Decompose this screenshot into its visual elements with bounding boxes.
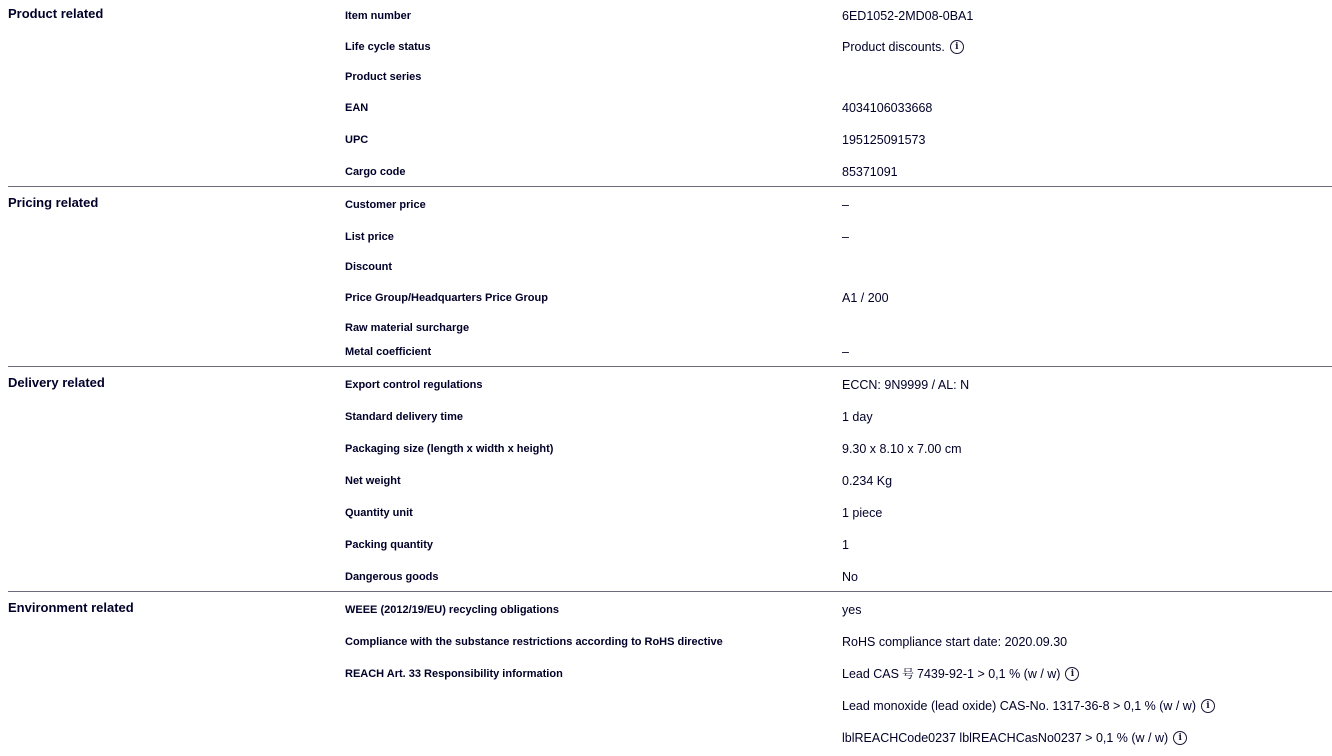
row-value bbox=[842, 537, 849, 553]
section-title: Product related bbox=[8, 6, 104, 21]
table-row bbox=[0, 439, 1332, 459]
row-label: Packaging size (length x width x height) bbox=[345, 443, 554, 455]
value-text: Lead monoxide (lead oxide) CAS-No. 1317-36-8 > 0,1 % (w / w) bbox=[842, 699, 1196, 713]
section-title: Environment related bbox=[8, 600, 134, 615]
value-text: No bbox=[842, 570, 858, 584]
value-text: 0.234 Kg bbox=[842, 474, 893, 488]
table-row bbox=[0, 162, 1332, 182]
table-row bbox=[0, 375, 1332, 395]
row-value bbox=[842, 8, 973, 24]
section-divider bbox=[8, 591, 1332, 592]
value-text: A1 / 200 bbox=[842, 291, 889, 305]
table-row bbox=[0, 6, 1332, 26]
table-row bbox=[0, 288, 1332, 308]
section-title: Pricing related bbox=[8, 195, 99, 210]
value-text: 9.30 x 8.10 x 7.00 cm bbox=[842, 442, 962, 456]
row-label: Net weight bbox=[345, 475, 401, 487]
row-label: REACH Art. 33 Responsibility information bbox=[345, 668, 563, 680]
row-label: Compliance with the substance restrictions according to RoHS directive bbox=[345, 636, 723, 648]
value-text: 1 day bbox=[842, 410, 873, 424]
value-text: 1 bbox=[842, 538, 849, 552]
cas-icon: 号 bbox=[901, 667, 914, 681]
row-value bbox=[842, 132, 925, 148]
value-text: yes bbox=[842, 603, 862, 617]
row-value bbox=[842, 409, 873, 425]
table-row bbox=[0, 37, 1332, 57]
info-circle-icon[interactable]: i bbox=[950, 40, 964, 54]
table-row bbox=[0, 728, 1332, 748]
value-text: – bbox=[842, 230, 849, 244]
row-value bbox=[842, 197, 849, 213]
row-label: List price bbox=[345, 231, 394, 243]
row-label: Item number bbox=[345, 10, 412, 22]
row-label: Life cycle status bbox=[345, 41, 431, 53]
row-label: Quantity unit bbox=[345, 507, 413, 519]
table-row bbox=[0, 600, 1332, 620]
row-value bbox=[842, 473, 892, 489]
row-label: Price Group/Headquarters Price Group bbox=[345, 292, 548, 304]
table-row bbox=[0, 98, 1332, 118]
row-label: Product series bbox=[345, 71, 422, 83]
section-divider bbox=[8, 366, 1332, 367]
row-label: Packing quantity bbox=[345, 539, 434, 551]
row-label: Discount bbox=[345, 261, 393, 273]
section-title: Delivery related bbox=[8, 375, 105, 390]
info-circle-icon[interactable]: i bbox=[1065, 667, 1079, 681]
table-row bbox=[0, 257, 1332, 277]
section-divider bbox=[8, 186, 1332, 187]
row-label: WEEE (2012/19/EU) recycling obligations bbox=[345, 604, 559, 616]
row-value bbox=[842, 229, 849, 245]
table-row bbox=[0, 664, 1332, 684]
table-row bbox=[0, 318, 1332, 338]
row-label: Raw material surcharge bbox=[345, 322, 470, 334]
row-label: Customer price bbox=[345, 199, 426, 211]
row-value bbox=[842, 164, 898, 180]
table-row bbox=[0, 195, 1332, 215]
table-row bbox=[0, 342, 1332, 362]
value-text: lblREACHCode0237 lblREACHCasNo0237 > 0,1 % (w / w) bbox=[842, 731, 1169, 745]
row-value bbox=[842, 505, 882, 521]
value-text: 4034106033668 bbox=[842, 101, 933, 115]
table-row bbox=[0, 67, 1332, 87]
row-label: EAN bbox=[345, 102, 369, 114]
value-text: – bbox=[842, 345, 849, 359]
row-value bbox=[842, 634, 1067, 650]
row-label: Export control regulations bbox=[345, 379, 483, 391]
row-value bbox=[842, 290, 889, 306]
row-label: Cargo code bbox=[345, 166, 406, 178]
info-circle-icon[interactable]: i bbox=[1201, 699, 1215, 713]
table-row bbox=[0, 471, 1332, 491]
value-text: ECCN: 9N9999 / AL: N bbox=[842, 378, 970, 392]
value-text: RoHS compliance start date: 2020.09.30 bbox=[842, 635, 1068, 649]
table-row bbox=[0, 696, 1332, 716]
value-text: 6ED1052-2MD08-0BA1 bbox=[842, 9, 974, 23]
table-row bbox=[0, 130, 1332, 150]
row-value bbox=[842, 602, 861, 618]
row-label: Metal coefficient bbox=[345, 346, 432, 358]
value-text: 85371091 bbox=[842, 165, 898, 179]
value-text: 1 piece bbox=[842, 506, 883, 520]
table-row bbox=[0, 503, 1332, 523]
row-value bbox=[842, 39, 964, 55]
row-value bbox=[842, 344, 849, 360]
table-row bbox=[0, 567, 1332, 587]
info-circle-icon[interactable]: i bbox=[1173, 731, 1187, 745]
row-value bbox=[842, 730, 1187, 746]
row-value bbox=[842, 377, 969, 393]
value-prefix: Lead CAS bbox=[842, 667, 899, 681]
table-row bbox=[0, 407, 1332, 427]
value-text: 195125091573 bbox=[842, 133, 926, 147]
row-label: UPC bbox=[345, 134, 369, 146]
row-value bbox=[842, 100, 932, 116]
row-value bbox=[842, 441, 962, 457]
row-value bbox=[842, 666, 1079, 682]
value-text: 7439-92-1 > 0,1 % (w / w) bbox=[917, 667, 1061, 681]
table-row bbox=[0, 227, 1332, 247]
row-value bbox=[842, 569, 858, 585]
row-label: Dangerous goods bbox=[345, 571, 439, 583]
row-value bbox=[842, 698, 1215, 714]
table-row bbox=[0, 535, 1332, 555]
value-text: – bbox=[842, 198, 849, 212]
value-text: Product discounts. bbox=[842, 40, 945, 54]
row-label: Standard delivery time bbox=[345, 411, 463, 423]
table-row bbox=[0, 632, 1332, 652]
